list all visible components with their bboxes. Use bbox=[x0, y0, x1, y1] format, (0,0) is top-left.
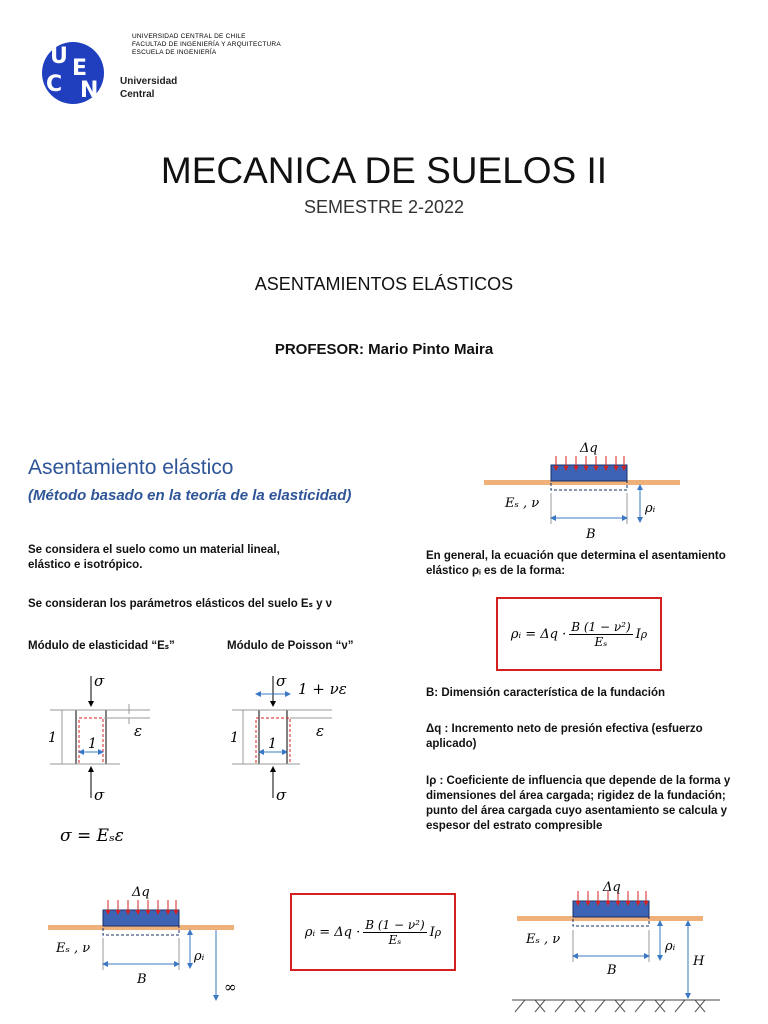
formula-lhs: ρᵢ = Δq · bbox=[510, 626, 567, 642]
height-one-label: 1 bbox=[230, 730, 239, 746]
rho-label: ρᵢ bbox=[194, 949, 205, 964]
parameters-statement: Se consideran los parámetros elásticos del suelo Eₛ y ν bbox=[28, 598, 333, 610]
footing-diagram-infinite bbox=[48, 885, 237, 1000]
definition-b: B: Dimensión característica de la fundación bbox=[426, 687, 666, 699]
logo-letter-u: U bbox=[50, 44, 68, 69]
topic-title: ASENTAMIENTOS ELÁSTICOS bbox=[254, 274, 514, 294]
semester: SEMESTRE 2-2022 bbox=[303, 197, 465, 217]
slide-subtitle: (Método basado en la teoría de la elasticidad) bbox=[28, 487, 352, 504]
hooke-formula: σ = Eₛε bbox=[60, 826, 124, 846]
sigma-bottom-label: σ bbox=[276, 786, 287, 804]
sigma-top-label: σ bbox=[276, 672, 287, 690]
sigma-bottom-label: σ bbox=[94, 786, 105, 804]
settlement-intro: En general, la ecuación que determina el asentamiento elástico ρᵢ es de la forma: bbox=[426, 550, 726, 577]
professor: PROFESOR: Mario Pinto Maira bbox=[274, 341, 494, 358]
logo-name-line: Central bbox=[120, 89, 155, 100]
definition-ip: Iρ : Coeficiente de influencia que depende de la forma y dimensiones del área cargada; rigidez de la fundación; punto del área cargada cuyo asentamiento se calcula y espesor del estrato compresible bbox=[426, 775, 731, 832]
formula-denominator: Eₛ bbox=[388, 932, 402, 947]
formula-numerator: B (1 − ν²) bbox=[571, 619, 631, 634]
young-modulus-label: Módulo de elasticidad “Eₛ” bbox=[28, 640, 175, 652]
definition-dq: Δq : Incremento neto de presión efectiva (esfuerzo aplicado) bbox=[426, 723, 703, 750]
lateral-strain-label: 1 + νε bbox=[298, 680, 347, 698]
institution-line: ESCUELA DE INGENIERÍA bbox=[132, 49, 217, 56]
formula-tail-sub: ρ bbox=[640, 627, 648, 641]
institution-line: UNIVERSIDAD CENTRAL DE CHILE bbox=[132, 33, 246, 40]
institution-line: FACULTAD DE INGENIERÍA Y ARQUITECTURA bbox=[132, 41, 281, 48]
footing-diagram-top bbox=[484, 441, 680, 542]
dq-label: Δq bbox=[603, 880, 621, 895]
epsilon-label: ε bbox=[316, 722, 325, 740]
formula-denominator: Eₛ bbox=[594, 634, 608, 649]
formula-tail-sub: ρ bbox=[434, 925, 442, 939]
infinity-label: ∞ bbox=[224, 978, 237, 996]
course-title: MECANICA DE SUELOS II bbox=[160, 150, 608, 191]
width-one-label: 1 bbox=[268, 736, 277, 752]
soil-label: Eₛ , ν bbox=[526, 932, 561, 947]
young-modulus-diagram bbox=[48, 672, 150, 804]
b-label: B bbox=[586, 527, 596, 542]
dq-label: Δq bbox=[580, 441, 598, 456]
slide-title: Asentamiento elástico bbox=[28, 456, 234, 479]
poisson-diagram bbox=[230, 672, 347, 804]
logo-letter-e: E bbox=[72, 56, 88, 81]
h-label: H bbox=[693, 954, 705, 969]
soil-label: Eₛ , ν bbox=[56, 941, 91, 956]
formula-numerator: B (1 − ν²) bbox=[365, 917, 425, 932]
width-one-label: 1 bbox=[88, 736, 97, 752]
epsilon-label: ε bbox=[134, 722, 143, 740]
logo-letter-n: N bbox=[80, 78, 99, 103]
b-label: B bbox=[137, 972, 147, 987]
sigma-top-label: σ bbox=[94, 672, 105, 690]
height-one-label: 1 bbox=[48, 730, 57, 746]
logo-name-line: Universidad bbox=[120, 76, 178, 87]
material-statement: Se considera el suelo como un material lineal, elástico e isotrópico. bbox=[28, 544, 280, 571]
formula-lhs: ρᵢ = Δq · bbox=[304, 924, 361, 940]
logo-letter-c: C bbox=[46, 72, 63, 97]
footing-diagram-finite bbox=[512, 880, 720, 1012]
rho-label: ρᵢ bbox=[665, 939, 676, 954]
soil-label: Eₛ , ν bbox=[505, 496, 540, 511]
rho-label: ρᵢ bbox=[645, 501, 656, 516]
dq-label: Δq bbox=[132, 885, 150, 900]
formula-tail: I bbox=[635, 626, 641, 642]
poisson-label: Módulo de Poisson “ν” bbox=[227, 640, 354, 652]
b-label: B bbox=[607, 963, 617, 978]
formula-tail: I bbox=[429, 924, 435, 940]
